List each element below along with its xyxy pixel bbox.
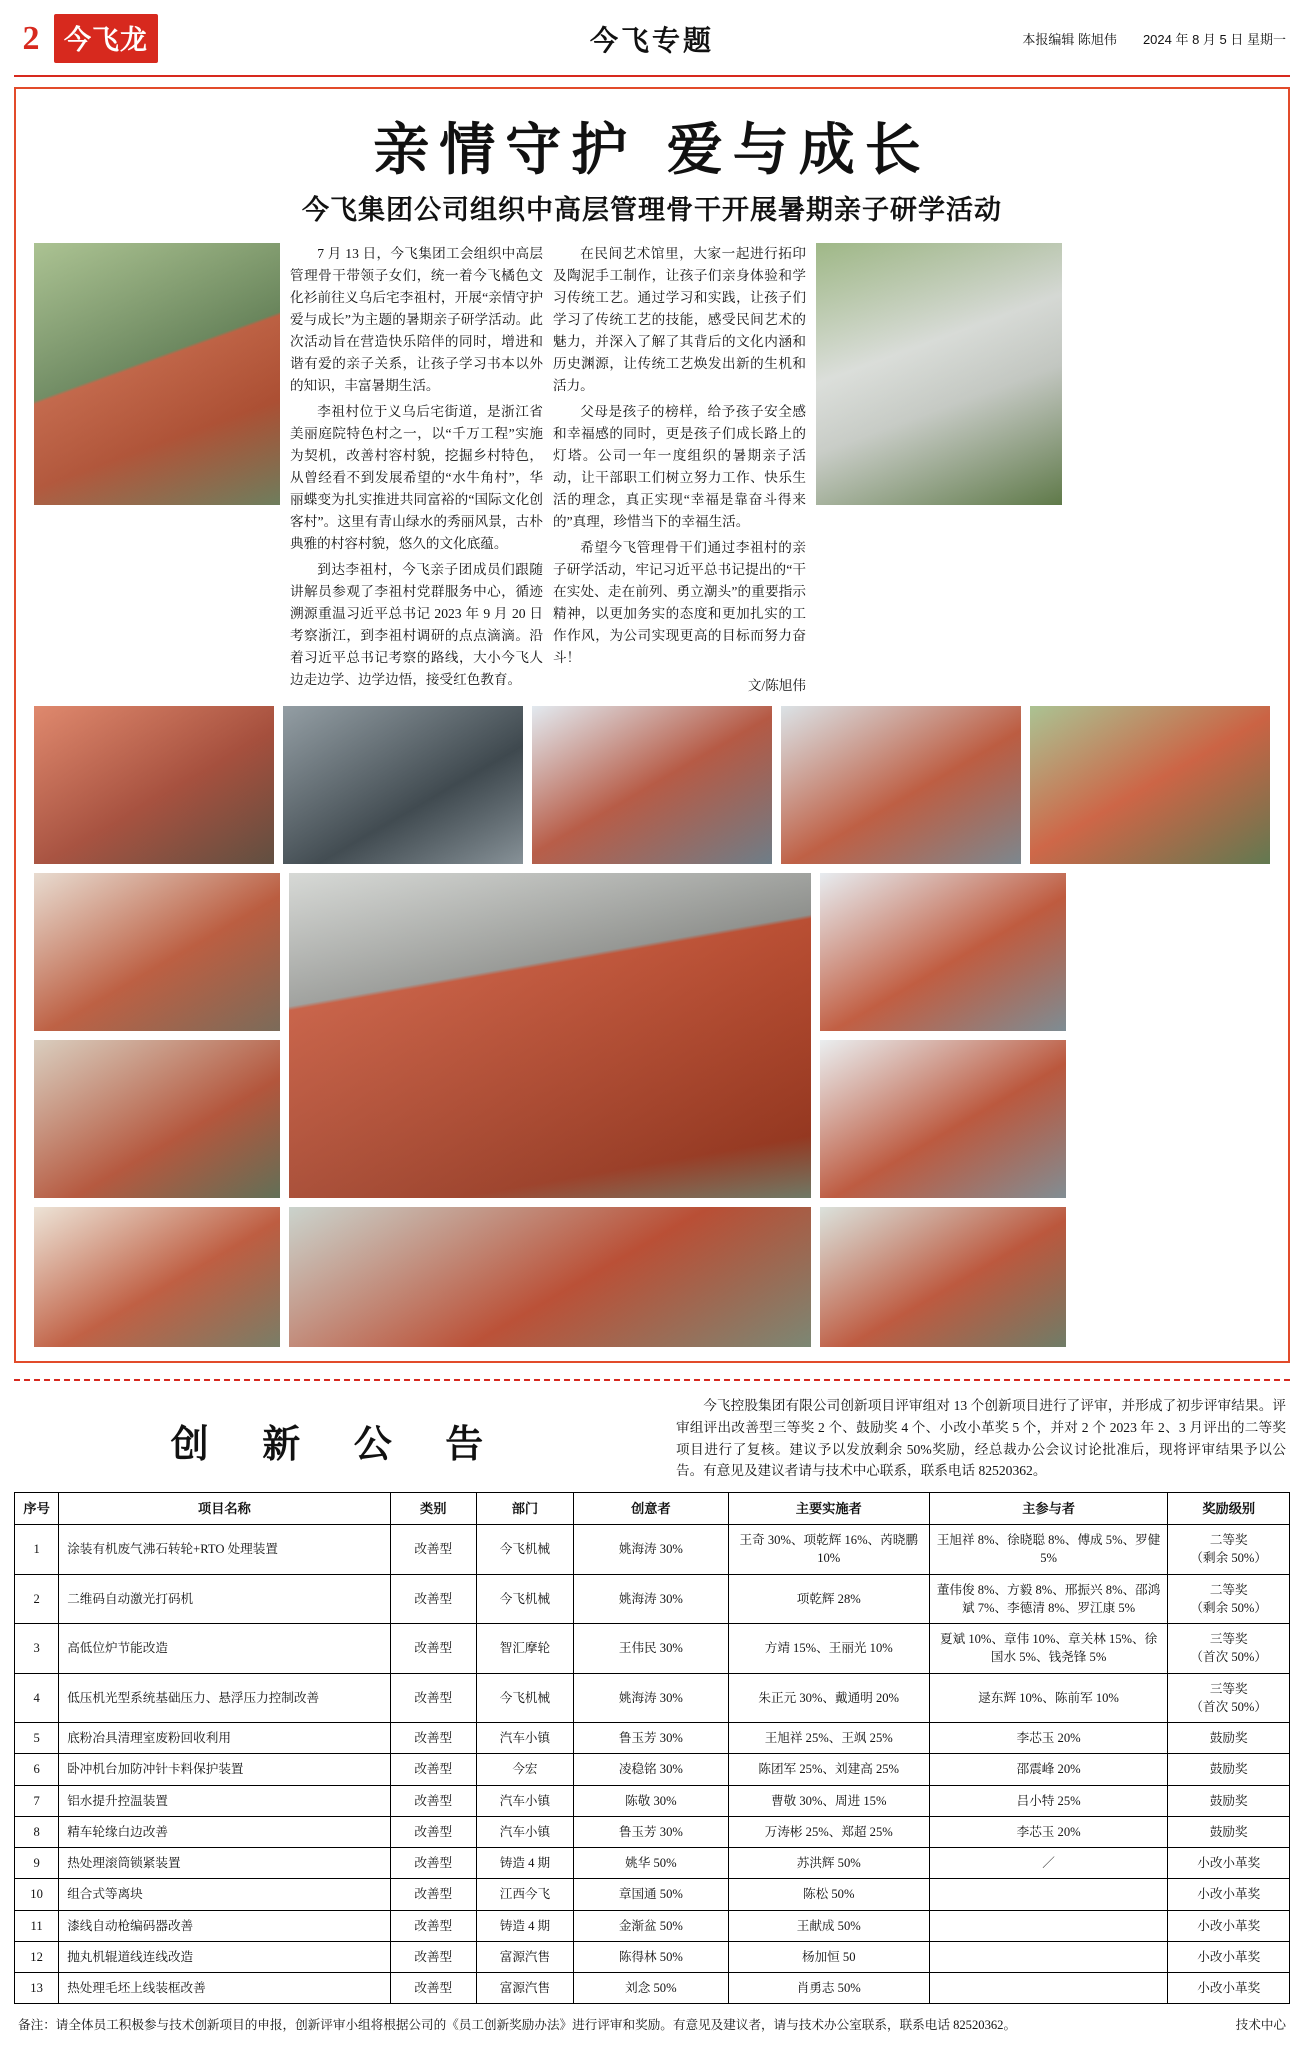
cell-participant bbox=[929, 1973, 1168, 2004]
article-column-1 bbox=[290, 243, 543, 695]
cell-creator: 姚海涛 30% bbox=[574, 1525, 729, 1575]
photo-workshop-indoor bbox=[820, 873, 1066, 1031]
cell-implementer: 曹敬 30%、周进 15% bbox=[728, 1785, 929, 1816]
cell-project: 精车轮缘白边改善 bbox=[59, 1816, 390, 1847]
cell-implementer: 朱正元 30%、戴通明 20% bbox=[728, 1673, 929, 1723]
cell-no: 8 bbox=[15, 1816, 59, 1847]
column-header-no: 序号 bbox=[15, 1493, 59, 1525]
cell-category: 改善型 bbox=[390, 1754, 476, 1785]
cell-implementer: 项乾辉 28% bbox=[728, 1574, 929, 1624]
cell-category: 改善型 bbox=[390, 1525, 476, 1575]
cell-award: 鼓励奖 bbox=[1168, 1816, 1290, 1847]
cell-award: 小改小革奖 bbox=[1168, 1941, 1290, 1972]
article-headline: 亲情守护 爱与成长 bbox=[373, 117, 931, 183]
cell-project: 低压机光型系统基础压力、悬浮压力控制改善 bbox=[59, 1673, 390, 1723]
publication-logo: 今飞龙 bbox=[54, 14, 158, 63]
table-row bbox=[15, 1879, 1290, 1910]
cell-creator: 刘念 50% bbox=[574, 1973, 729, 2004]
cell-project: 二维码自动激光打码机 bbox=[59, 1574, 390, 1624]
cell-project: 卧冲机台加防冲针卡料保护装置 bbox=[59, 1754, 390, 1785]
photo-grid-row-1 bbox=[34, 706, 1270, 864]
photo-rubbing-class bbox=[820, 1040, 1066, 1198]
cell-participant bbox=[929, 1879, 1168, 1910]
cell-creator: 王伟民 30% bbox=[574, 1624, 729, 1674]
cell-creator: 鲁玉芳 30% bbox=[574, 1816, 729, 1847]
article-paragraph: 父母是孩子的榜样，给予孩子安全感和幸福感的同时，更是孩子们成长路上的灯塔。公司一年一度组织的暑期亲子活动，让干部职工们树立努力工作、快乐生活的理念，真正实现“幸福是靠奋斗得来的”真理，珍惜当下的幸福生活。 bbox=[553, 403, 806, 529]
cell-no: 5 bbox=[15, 1723, 59, 1754]
table-header-row bbox=[15, 1493, 1290, 1525]
cell-department: 铸造 4 期 bbox=[476, 1910, 573, 1941]
cell-participant: 逯东辉 10%、陈前军 10% bbox=[929, 1673, 1168, 1723]
cell-participant: 李芯玉 20% bbox=[929, 1816, 1168, 1847]
photo-column-right bbox=[820, 873, 1066, 1198]
cell-no: 10 bbox=[15, 1879, 59, 1910]
table-row bbox=[15, 1673, 1290, 1723]
article-paragraph: 李祖村位于义乌后宅街道，是浙江省美丽庭院特色村之一，以“千万工程”实施为契机，改善村容村貌，挖掘乡村特色，从曾经看不到发展希望的“水牛角村”，华丽蝶变为扎实推进共同富裕的“国际文化创客村”。这里有青山绿水的秀丽风景，古朴典雅的村容村貌，悠久的文化底蕴。 bbox=[290, 403, 543, 551]
cell-project: 热处理毛坯上线装框改善 bbox=[59, 1973, 390, 2004]
cell-implementer: 苏洪辉 50% bbox=[728, 1848, 929, 1879]
cell-implementer: 杨加恒 50 bbox=[728, 1941, 929, 1972]
cell-category: 改善型 bbox=[390, 1574, 476, 1624]
column-header-category: 类别 bbox=[390, 1493, 476, 1525]
cell-no: 6 bbox=[15, 1754, 59, 1785]
cell-project: 底粉冶具清理室废粉回收利用 bbox=[59, 1723, 390, 1754]
cell-award: 鼓励奖 bbox=[1168, 1723, 1290, 1754]
cell-no: 1 bbox=[15, 1525, 59, 1575]
cell-participant: 董伟俊 8%、方毅 8%、邢振兴 8%、邵鸿斌 7%、李德清 8%、罗江康 5% bbox=[929, 1574, 1168, 1624]
article-byline: 文/陈旭伟 bbox=[747, 678, 806, 694]
table-row bbox=[15, 1723, 1290, 1754]
photo-group-photo bbox=[289, 1207, 811, 1347]
article-paragraph: 7 月 13 日，今飞集团工会组织中高层管理骨干带领子女们，统一着今飞橘色文化衫前往义乌后宅李祖村，开展“亲情守护 爱与成长”为主题的暑期亲子研学活动。此次活动旨在营造快乐陪伴的同时，增进和谐有爱的亲子关系，让孩子学习书本以外的知识，丰富暑期生活。 bbox=[290, 245, 543, 393]
cell-participant: 吕小特 25% bbox=[929, 1785, 1168, 1816]
photo-outdoor-tents bbox=[820, 1207, 1066, 1347]
section-title: 今飞专题 bbox=[589, 25, 714, 57]
photo-craft-table-2 bbox=[34, 1040, 280, 1198]
footnote-text: 备注：请全体员工积极参与技术创新项目的申报，创新评审小组将根据公司的《员工创新奖励办法》进行评审和奖励。有意见及建议者，请与技术办公室联系，联系电话 82520362。 bbox=[18, 2018, 1017, 2033]
cell-award: 鼓励奖 bbox=[1168, 1754, 1290, 1785]
cell-category: 改善型 bbox=[390, 1816, 476, 1847]
article-paragraph: 希望今飞管理骨干们通过李祖村的亲子研学活动，牢记习近平总书记提出的“干在实处、走在前列、勇立潮头”的重要指示精神，以更加务实的态度和更加扎实的工作作风，为公司实现更高的目标而努力奋斗！ bbox=[553, 539, 806, 665]
table-row bbox=[15, 1848, 1290, 1879]
cell-project: 高低位炉节能改造 bbox=[59, 1624, 390, 1674]
footnote-signature: 技术中心 bbox=[1235, 2018, 1286, 2033]
cell-participant: 夏斌 10%、章伟 10%、章关林 15%、徐国水 5%、钱尧锋 5% bbox=[929, 1624, 1168, 1674]
cell-no: 2 bbox=[15, 1574, 59, 1624]
cell-category: 改善型 bbox=[390, 1973, 476, 2004]
masthead-divider bbox=[14, 75, 1290, 77]
cell-category: 改善型 bbox=[390, 1785, 476, 1816]
cell-implementer: 陈团军 25%、刘建高 25% bbox=[728, 1754, 929, 1785]
cell-category: 改善型 bbox=[390, 1941, 476, 1972]
masthead-meta bbox=[1022, 29, 1286, 48]
column-header-department: 部门 bbox=[476, 1493, 573, 1525]
cell-implementer: 王献成 50% bbox=[728, 1910, 929, 1941]
article-column-2 bbox=[553, 243, 806, 697]
innovation-table bbox=[14, 1492, 1290, 2004]
photo-rubbing-display bbox=[781, 706, 1021, 864]
cell-no: 7 bbox=[15, 1785, 59, 1816]
photo-craft-table-1 bbox=[34, 873, 280, 1031]
cell-department: 今飞机械 bbox=[476, 1673, 573, 1723]
column-header-creator: 创意者 bbox=[574, 1493, 729, 1525]
cell-category: 改善型 bbox=[390, 1673, 476, 1723]
cell-category: 改善型 bbox=[390, 1848, 476, 1879]
cell-creator: 金渐盆 50% bbox=[574, 1910, 729, 1941]
cell-participant bbox=[929, 1910, 1168, 1941]
cell-no: 11 bbox=[15, 1910, 59, 1941]
cell-creator: 姚华 50% bbox=[574, 1848, 729, 1879]
feature-article bbox=[14, 87, 1290, 1363]
cell-implementer: 王奇 30%、项乾辉 16%、芮晓鹏 10% bbox=[728, 1525, 929, 1575]
photo-pottery-making bbox=[34, 706, 274, 864]
cell-participant: 王旭祥 8%、徐晓聪 8%、傅成 5%、罗健 5% bbox=[929, 1525, 1168, 1575]
cell-award: 二等奖 （剩余 50%） bbox=[1168, 1574, 1290, 1624]
table-row bbox=[15, 1910, 1290, 1941]
cell-category: 改善型 bbox=[390, 1910, 476, 1941]
page-number: 2 bbox=[22, 19, 40, 57]
announcement-header bbox=[14, 1391, 1290, 1492]
photo-group-activity bbox=[34, 1207, 280, 1347]
cell-department: 汽车小镇 bbox=[476, 1785, 573, 1816]
cell-award: 三等奖 （首次 50%） bbox=[1168, 1673, 1290, 1723]
cell-project: 涂装有机废气沸石转轮+RTO 处理装置 bbox=[59, 1525, 390, 1575]
cell-participant: ／ bbox=[929, 1848, 1168, 1879]
photo-group-cheer bbox=[532, 706, 772, 864]
column-header-participant: 主参与者 bbox=[929, 1493, 1168, 1525]
cell-creator: 凌稳铭 30% bbox=[574, 1754, 729, 1785]
cell-award: 小改小革奖 bbox=[1168, 1973, 1290, 2004]
cell-category: 改善型 bbox=[390, 1723, 476, 1754]
cell-department: 汽车小镇 bbox=[476, 1816, 573, 1847]
cell-award: 三等奖 （首次 50%） bbox=[1168, 1624, 1290, 1674]
cell-no: 13 bbox=[15, 1973, 59, 2004]
cell-department: 富源汽售 bbox=[476, 1973, 573, 2004]
table-row bbox=[15, 1973, 1290, 2004]
photo-train-exhibit bbox=[283, 706, 523, 864]
cell-implementer: 肖勇志 50% bbox=[728, 1973, 929, 2004]
masthead bbox=[14, 0, 1290, 73]
photo-column-left bbox=[34, 873, 280, 1198]
column-header-project: 项目名称 bbox=[59, 1493, 390, 1525]
table-row bbox=[15, 1525, 1290, 1575]
announcement-footnote bbox=[14, 2004, 1290, 2051]
photo-archway-walk bbox=[1030, 706, 1270, 864]
cell-department: 今飞机械 bbox=[476, 1525, 573, 1575]
cell-creator: 陈敬 30% bbox=[574, 1785, 729, 1816]
table-row bbox=[15, 1754, 1290, 1785]
cell-department: 今飞机械 bbox=[476, 1574, 573, 1624]
table-row bbox=[15, 1941, 1290, 1972]
cell-award: 鼓励奖 bbox=[1168, 1785, 1290, 1816]
editor-label: 本报编辑 陈旭伟 bbox=[1022, 32, 1117, 47]
cell-project: 铝水提升控温装置 bbox=[59, 1785, 390, 1816]
table-row bbox=[15, 1624, 1290, 1674]
cell-department: 今宏 bbox=[476, 1754, 573, 1785]
cell-no: 12 bbox=[15, 1941, 59, 1972]
photo-village-walk bbox=[34, 243, 280, 505]
table-row bbox=[15, 1574, 1290, 1624]
cell-no: 9 bbox=[15, 1848, 59, 1879]
cell-implementer: 陈松 50% bbox=[728, 1879, 929, 1910]
photo-grid-row-2 bbox=[34, 873, 1270, 1198]
announcement-title: 创 新 公 告 bbox=[170, 1424, 506, 1467]
column-header-implementer: 主要实施者 bbox=[728, 1493, 929, 1525]
issue-date: 2024 年 8 月 5 日 星期一 bbox=[1142, 32, 1286, 47]
cell-participant bbox=[929, 1941, 1168, 1972]
article-top-row bbox=[34, 243, 1270, 697]
article-subhead: 今飞集团公司组织中高层管理骨干开展暑期亲子研学活动 bbox=[302, 194, 1002, 225]
cell-department: 富源汽售 bbox=[476, 1941, 573, 1972]
innovation-announcement bbox=[14, 1391, 1290, 2051]
cell-project: 漆线自动枪编码器改善 bbox=[59, 1910, 390, 1941]
cell-participant: 李芯玉 20% bbox=[929, 1723, 1168, 1754]
column-header-award: 奖励级别 bbox=[1168, 1493, 1290, 1525]
cell-implementer: 万涛彬 25%、郑超 25% bbox=[728, 1816, 929, 1847]
cell-participant: 邵震峰 20% bbox=[929, 1754, 1168, 1785]
photo-party-service-center bbox=[289, 873, 811, 1198]
cell-creator: 姚海涛 30% bbox=[574, 1673, 729, 1723]
cell-implementer: 方靖 15%、王丽光 10% bbox=[728, 1624, 929, 1674]
cell-creator: 鲁玉芳 30% bbox=[574, 1723, 729, 1754]
cell-project: 抛丸机辊道线连线改造 bbox=[59, 1941, 390, 1972]
article-paragraph: 到达李祖村，今飞亲子团成员们跟随讲解员参观了李祖村党群服务中心，循迹溯源重温习近平总书记 2023 年 9 月 20 日考察浙江，到李祖村调研的点点滴滴。沿着习近平总书记考察的路线，大小今飞人边走边学、边学边悟，接受红色教育。 bbox=[290, 561, 543, 688]
cell-category: 改善型 bbox=[390, 1879, 476, 1910]
article-paragraph: 在民间艺术馆里，大家一起进行拓印及陶泥手工制作，让孩子们亲身体验和学习传统工艺。通过学习和实践，让孩子们学习了传统工艺的技能，感受民间艺术的魅力，并深入了解了其背后的文化内涵和历史渊源，让传统工艺焕发出新的生机和活力。 bbox=[553, 245, 806, 393]
cell-department: 江西今飞 bbox=[476, 1879, 573, 1910]
cell-department: 智汇摩轮 bbox=[476, 1624, 573, 1674]
cell-creator: 章国通 50% bbox=[574, 1879, 729, 1910]
cell-category: 改善型 bbox=[390, 1624, 476, 1674]
announcement-intro-text: 今飞控股集团有限公司创新项目评审组对 13 个创新项目进行了评审，并形成了初步评审结果。评审组评出改善型三等奖 2 个、鼓励奖 4 个、小改小革奖 5 个，并对 2 个 2023 年 2、3 月评出的二等奖项目进行了复核。建议予以发放剩余 50%奖励，经总裁办公会议讨论批准后，现将评审结果予以公告。有意见及建议者请与技术中心联系，联系电话 82520362。 bbox=[676, 1398, 1286, 1479]
cell-implementer: 王旭祥 25%、王飒 25% bbox=[728, 1723, 929, 1754]
cell-department: 铸造 4 期 bbox=[476, 1848, 573, 1879]
table-row bbox=[15, 1785, 1290, 1816]
section-separator bbox=[14, 1379, 1290, 1381]
cell-award: 小改小革奖 bbox=[1168, 1879, 1290, 1910]
cell-project: 组合式等离块 bbox=[59, 1879, 390, 1910]
announcement-intro bbox=[676, 1395, 1286, 1482]
cell-creator: 姚海涛 30% bbox=[574, 1574, 729, 1624]
cell-no: 4 bbox=[15, 1673, 59, 1723]
cell-award: 小改小革奖 bbox=[1168, 1910, 1290, 1941]
cell-award: 小改小革奖 bbox=[1168, 1848, 1290, 1879]
cell-department: 汽车小镇 bbox=[476, 1723, 573, 1754]
cell-no: 3 bbox=[15, 1624, 59, 1674]
photo-grid-row-3 bbox=[34, 1207, 1270, 1347]
cell-creator: 陈得林 50% bbox=[574, 1941, 729, 1972]
table-row bbox=[15, 1816, 1290, 1847]
cell-award: 二等奖 （剩余 50%） bbox=[1168, 1525, 1290, 1575]
photo-village-monument bbox=[816, 243, 1062, 505]
cell-project: 热处理滚筒锁紧装置 bbox=[59, 1848, 390, 1879]
